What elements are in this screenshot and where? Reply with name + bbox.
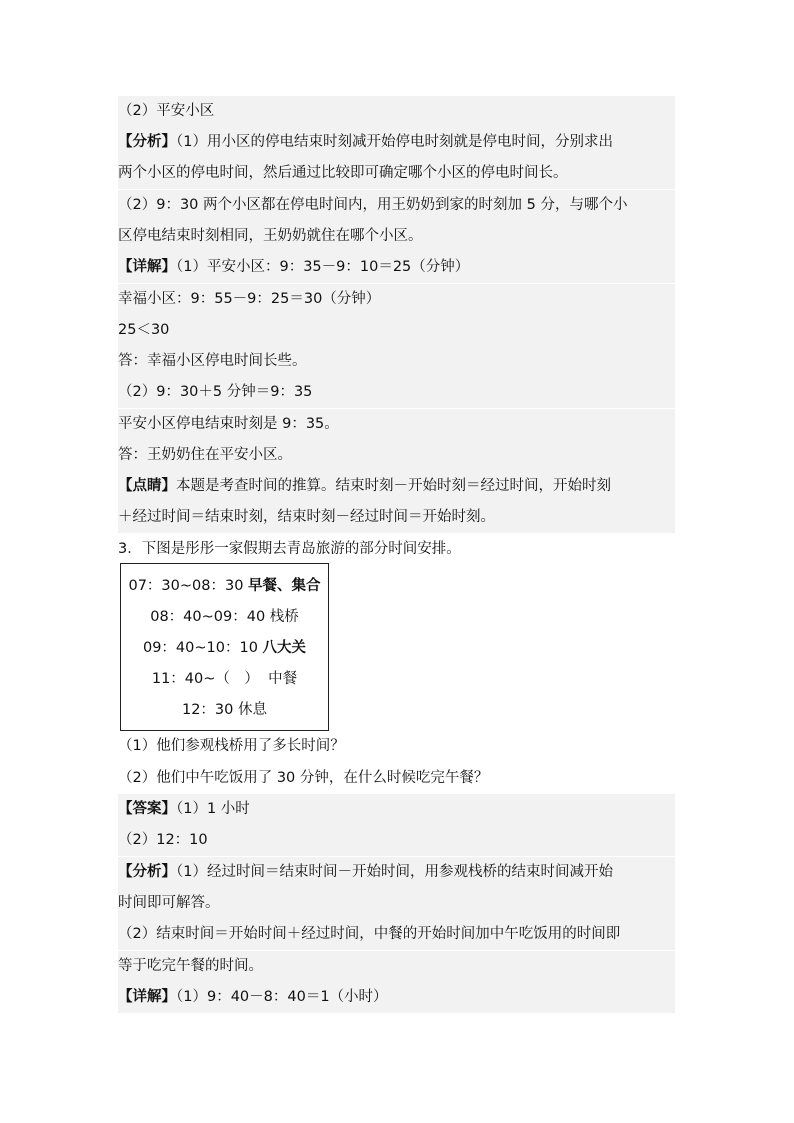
solution-line: （2）9：30＋5 分钟＝9：35: [118, 377, 675, 408]
answer-line: 【答案】（1）1 小时: [118, 794, 675, 825]
analysis-line: 【分析】（1）用小区的停电结束时刻减开始停电时刻就是停电时间，分别求出: [118, 127, 675, 158]
analysis-line: （2）结束时间＝开始时间＋经过时间，中餐的开始时间加中午吃饭用的时间即: [118, 919, 675, 950]
solution-line: 【详解】（1）9：40－8：40＝1（小时）: [118, 982, 675, 1013]
comment-tag: 【点睛】: [118, 478, 176, 494]
comment-line: 【点睛】本题是考查时间的推算。结束时刻－开始时刻＝经过时间，开始时刻: [118, 471, 675, 502]
answer-line: （2）平安小区: [118, 96, 675, 127]
sub-question: （2）他们中午吃饭用了 30 分钟，在什么时候吃完午餐？: [118, 770, 489, 786]
schedule-row: 07：30~08：30 早餐、集合: [128, 578, 321, 594]
schedule-row: 12：30 休息: [181, 702, 267, 718]
solution-tag: 【详解】: [118, 259, 176, 275]
question-3-stem: 3．下图是彤彤一家假期去青岛旅游的部分时间安排。: [118, 541, 461, 557]
solution-line: 幸福小区：9：55－9：25＝30（分钟）: [118, 284, 675, 315]
analysis-line: 等于吃完午餐的时间。: [118, 951, 675, 982]
analysis-tag: 【分析】: [118, 134, 176, 150]
analysis-line: （2）9：30 两个小区都在停电时间内，用王奶奶到家的时刻加 5 分，与哪个小: [118, 190, 675, 221]
solution-line: 答：王奶奶住在平安小区。: [118, 440, 675, 471]
schedule-table: [120, 563, 329, 731]
analysis-line: 两个小区的停电时间，然后通过比较即可确定哪个小区的停电时间长。: [118, 158, 675, 189]
solution-tag: 【详解】: [118, 989, 176, 1005]
schedule-row: 11：40~（ ） 中餐: [151, 671, 298, 687]
solution-line: 【详解】（1）平安小区：9：35－9：10＝25（分钟）: [118, 252, 675, 283]
analysis-line: 区停电结束时刻相同，王奶奶就住在哪个小区。: [118, 221, 675, 252]
analysis-line: 时间即可解答。: [118, 888, 675, 919]
analysis-line: 【分析】（1）经过时间＝结束时间－开始时间，用参观栈桥的结束时间减开始: [118, 857, 675, 888]
solution-line: 平安小区停电结束时刻是 9：35。: [118, 409, 675, 440]
solution-line: 答：幸福小区停电时间长些。: [118, 346, 675, 377]
answer-line: （2）12：10: [118, 825, 675, 856]
sub-question: （1）他们参观栈桥用了多长时间？: [118, 738, 345, 754]
schedule-row: 09：40~10：10 八大关: [142, 640, 307, 656]
solution-line: 25＜30: [118, 315, 675, 346]
answer-tag: 【答案】: [118, 801, 176, 817]
schedule-row: 08：40~09：40 栈桥: [150, 609, 299, 625]
comment-line: ＋经过时间＝结束时刻，结束时刻－经过时间＝开始时刻。: [118, 502, 675, 533]
analysis-tag: 【分析】: [118, 864, 176, 880]
